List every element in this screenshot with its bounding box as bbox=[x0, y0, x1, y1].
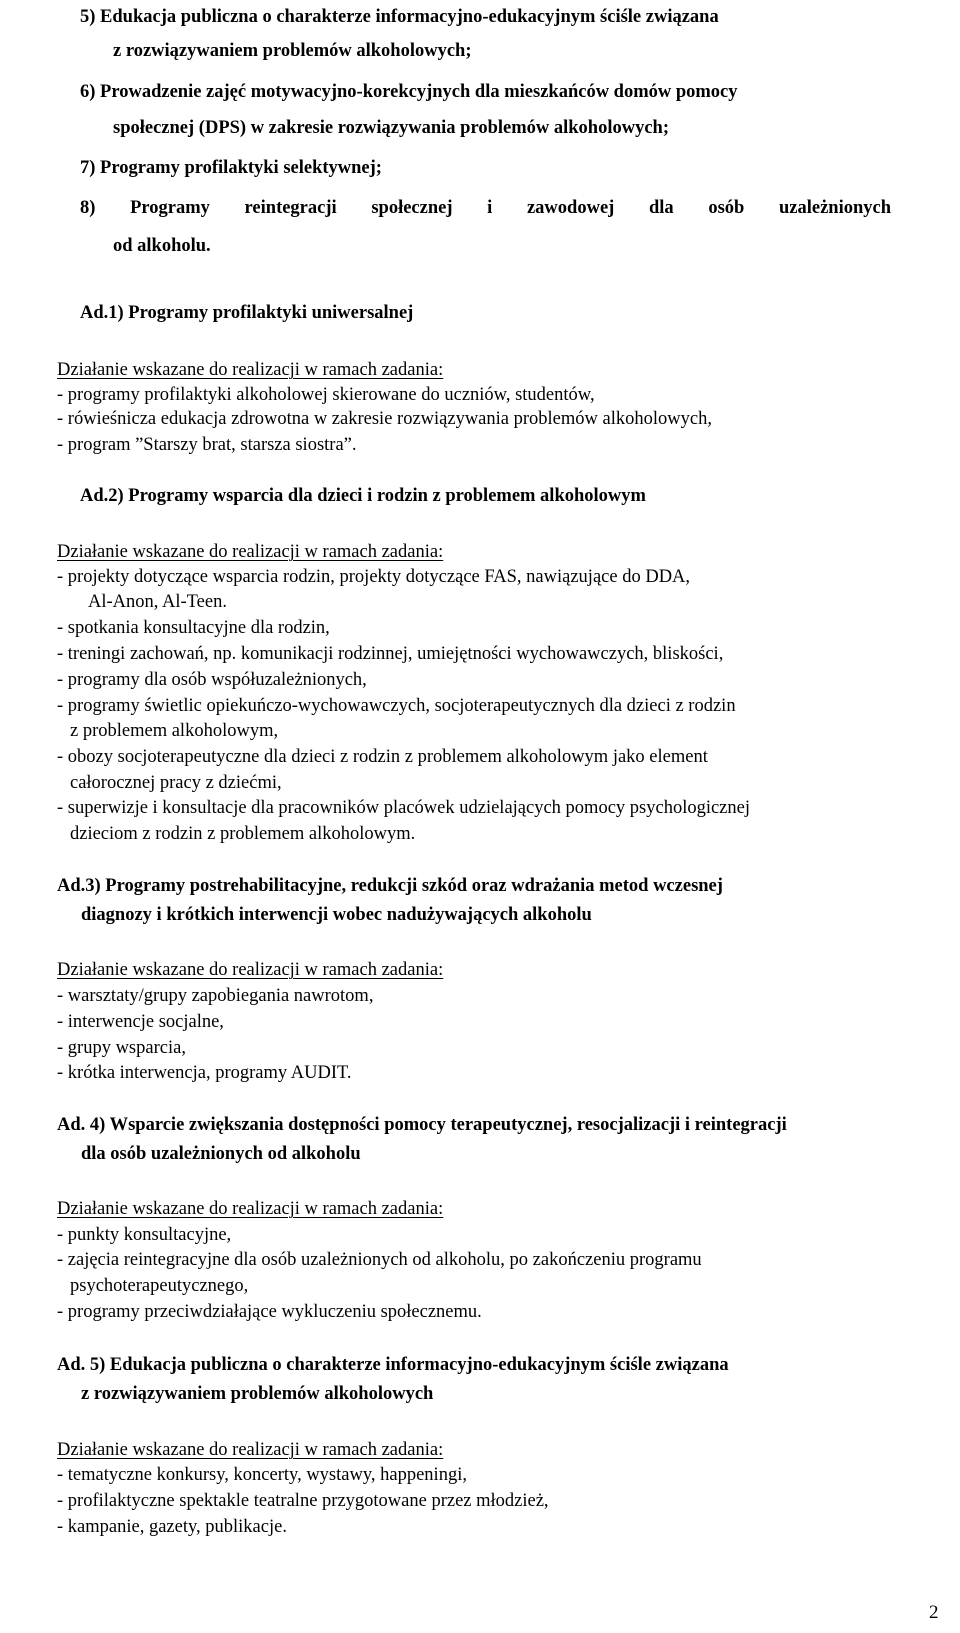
section5-heading-line1: Ad. 5) Edukacja publiczna o charakterze informacyjno-edukacyjnym ściśle związana bbox=[57, 1355, 729, 1375]
section4-lead: Działanie wskazane do realizacji w ramach zadania: bbox=[57, 1199, 444, 1219]
list-item-8-line2: od alkoholu. bbox=[113, 236, 211, 256]
section4-line: - zajęcia reintegracyjne dla osób uzależnionych od alkoholu, po zakończeniu programu bbox=[57, 1250, 702, 1270]
section4-heading-line1: Ad. 4) Wsparcie zwiększania dostępności pomocy terapeutycznej, resocjalizacji i reintegracji bbox=[57, 1115, 787, 1135]
section3-item: - grupy wsparcia, bbox=[57, 1038, 186, 1058]
list-item-6-line1: 6) Prowadzenie zajęć motywacyjno-korekcyjnych dla mieszkańców domów pomocy bbox=[80, 82, 738, 102]
section3-lead: Działanie wskazane do realizacji w ramach zadania: bbox=[57, 960, 444, 980]
section4-line: - punkty konsultacyjne, bbox=[57, 1225, 232, 1245]
section4-heading-line2: dla osób uzależnionych od alkoholu bbox=[81, 1144, 361, 1164]
word: i bbox=[487, 198, 493, 218]
section1-item: - program ”Starszy brat, starsza siostra”. bbox=[57, 435, 357, 455]
section2-lead: Działanie wskazane do realizacji w ramach zadania: bbox=[57, 542, 444, 562]
section3-heading-line2: diagnozy i krótkich interwencji wobec nadużywających alkoholu bbox=[81, 905, 592, 925]
list-item-5-line2: z rozwiązywaniem problemów alkoholowych; bbox=[113, 41, 472, 61]
section5-item: - tematyczne konkursy, koncerty, wystawy, happeningi, bbox=[57, 1465, 467, 1485]
section4-line: psychoterapeutycznego, bbox=[70, 1276, 249, 1296]
section2-line: - obozy socjoterapeutyczne dla dzieci z rodzin z problemem alkoholowym jako element bbox=[57, 747, 708, 767]
section2-heading: Ad.2) Programy wsparcia dla dzieci i rodzin z problemem alkoholowym bbox=[80, 486, 646, 506]
section2-line: - superwizje i konsultacje dla pracowników placówek udzielających pomocy psychologicznej bbox=[57, 798, 750, 818]
section3-item: - warsztaty/grupy zapobiegania nawrotom, bbox=[57, 986, 374, 1006]
section5-lead: Działanie wskazane do realizacji w ramach zadania: bbox=[57, 1440, 444, 1460]
section1-heading: Ad.1) Programy profilaktyki uniwersalnej bbox=[80, 303, 414, 323]
section3-item: - interwencje socjalne, bbox=[57, 1012, 224, 1032]
section2-line: - programy świetlic opiekuńczo-wychowawczych, socjoterapeutycznych dla dzieci z rodzin bbox=[57, 696, 736, 716]
section2-line: - programy dla osób współuzależnionych, bbox=[57, 670, 367, 690]
section2-line: dzieciom z rodzin z problemem alkoholowym. bbox=[70, 824, 416, 844]
section5-item: - profilaktyczne spektakle teatralne przygotowane przez młodzież, bbox=[57, 1491, 549, 1511]
section3-item: - krótka interwencja, programy AUDIT. bbox=[57, 1063, 352, 1083]
section5-heading-line2: z rozwiązywaniem problemów alkoholowych bbox=[81, 1384, 434, 1404]
section1-item: - programy profilaktyki alkoholowej skierowane do uczniów, studentów, bbox=[57, 385, 595, 405]
word: uzależnionych bbox=[778, 198, 891, 218]
section2-line: z problemem alkoholowym, bbox=[70, 721, 279, 741]
list-item-5-line1: 5) Edukacja publiczna o charakterze informacyjno-edukacyjnym ściśle związana bbox=[80, 7, 719, 27]
section2-line: - treningi zachowań, np. komunikacji rodzinnej, umiejętności wychowawczych, bliskości, bbox=[57, 644, 724, 664]
page-number: 2 bbox=[929, 1602, 939, 1623]
list-item-8-line1 bbox=[80, 197, 891, 219]
section4-line: - programy przeciwdziałające wykluczeniu społecznemu. bbox=[57, 1302, 482, 1322]
list-item-6-line2: społecznej (DPS) w zakresie rozwiązywania problemów alkoholowych; bbox=[113, 118, 669, 138]
section5-item: - kampanie, gazety, publikacje. bbox=[57, 1517, 287, 1537]
section3-heading-line1: Ad.3) Programy postrehabilitacyjne, redukcji szkód oraz wdrażania metod wczesnej bbox=[57, 876, 723, 896]
list-item-7: 7) Programy profilaktyki selektywnej; bbox=[80, 158, 382, 178]
section2-line: - projekty dotyczące wsparcia rodzin, projekty dotyczące FAS, nawiązujące do DDA, bbox=[57, 567, 691, 587]
section1-item: - rówieśnicza edukacja zdrowotna w zakresie rozwiązywania problemów alkoholowych, bbox=[57, 409, 712, 429]
word: reintegracji bbox=[244, 198, 337, 218]
section2-line: całorocznej pracy z dziećmi, bbox=[70, 773, 282, 793]
word: społecznej bbox=[371, 198, 453, 218]
word: zawodowej bbox=[526, 198, 615, 218]
section1-lead: Działanie wskazane do realizacji w ramach zadania: bbox=[57, 360, 444, 380]
word: 8) bbox=[80, 198, 96, 218]
section2-line: Al-Anon, Al-Teen. bbox=[88, 592, 227, 612]
section2-line: - spotkania konsultacyjne dla rodzin, bbox=[57, 618, 330, 638]
word: osób bbox=[708, 198, 745, 218]
word: Programy bbox=[130, 198, 210, 218]
word: dla bbox=[648, 198, 674, 218]
